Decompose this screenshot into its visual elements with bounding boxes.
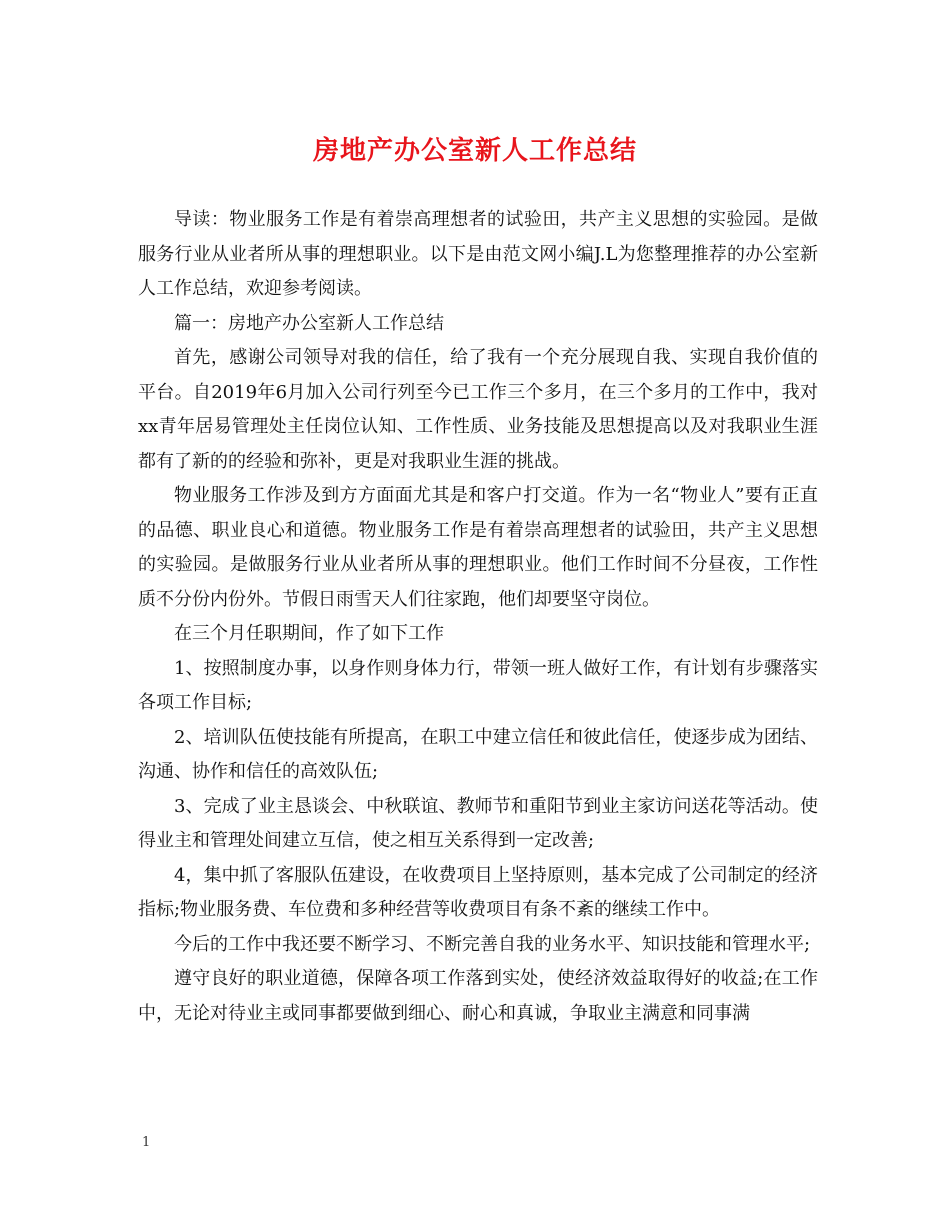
list-item: 3、完成了业主恳谈会、中秋联谊、教师节和重阳节到业主家访问送花等活动。使得业主和管理处间建立互信，使之相互关系得到一定改善; — [138, 795, 818, 851]
paragraph: 物业服务工作涉及到方方面面尤其是和客户打交道。作为一名“物业人”要有正直的品德、职业良心和道德。物业服务工作是有着崇高理想者的试验田，共产主义思想的实验园。是做服务行业从业者所从事的理想职业。他们工作时间不分昼夜，工作性质不分份内份外。节假日雨雪天人们往家跑，他们却要坚守岗位。 — [138, 485, 818, 610]
paragraph: 今后的工作中我还要不断学习、不断完善自我的业务水平、知识技能和管理水平; — [174, 933, 811, 955]
paragraph: 遵守良好的职业道德，保障各项工作落到实处，使经济效益取得好的收益;在工作中，无论对待业主或同事都要做到细心、耐心和真诚，争取业主满意和同事满 — [138, 968, 818, 1024]
paragraph: 在三个月任职期间，作了如下工作 — [174, 623, 444, 644]
paragraph-intro: 导读：物业服务工作是有着崇高理想者的试验田，共产主义思想的实验园。是做服务行业从业者所从事的理想职业。以下是由范文网小编J.L为您整理推荐的办公室新人工作总结，欢迎参考阅读。 — [138, 209, 818, 299]
list-item: 1、按照制度办事，以身作则身体力行，带领一班人做好工作，有计划有步骤落实各项工作目标; — [138, 657, 818, 713]
document-body — [138, 203, 818, 1031]
paragraph-section-heading: 篇一：房地产办公室新人工作总结 — [174, 312, 444, 334]
list-item: 2、培训队伍使技能有所提高，在职工中建立信任和彼此信任，使逐步成为团结、沟通、协作和信任的高效队伍; — [138, 726, 818, 782]
page-number: 1 — [142, 1135, 151, 1150]
page-title: 房地产办公室新人工作总结 — [312, 136, 637, 166]
paragraph: 首先，感谢公司领导对我的信任，给了我有一个充分展现自我、实现自我价值的平台。自2019年6月加入公司行列至今已工作三个多月，在三个多月的工作中，我对xx青年居易管理处主任岗位认知、工作性质、业务技能及思想提高以及对我职业生涯都有了新的的经验和弥补，更是对我职业生涯的挑战。 — [138, 347, 818, 472]
list-item: 4，集中抓了客服队伍建设，在收费项目上坚持原则，基本完成了公司制定的经济指标;物业服务费、车位费和多种经营等收费项目有条不紊的继续工作中。 — [138, 864, 818, 920]
